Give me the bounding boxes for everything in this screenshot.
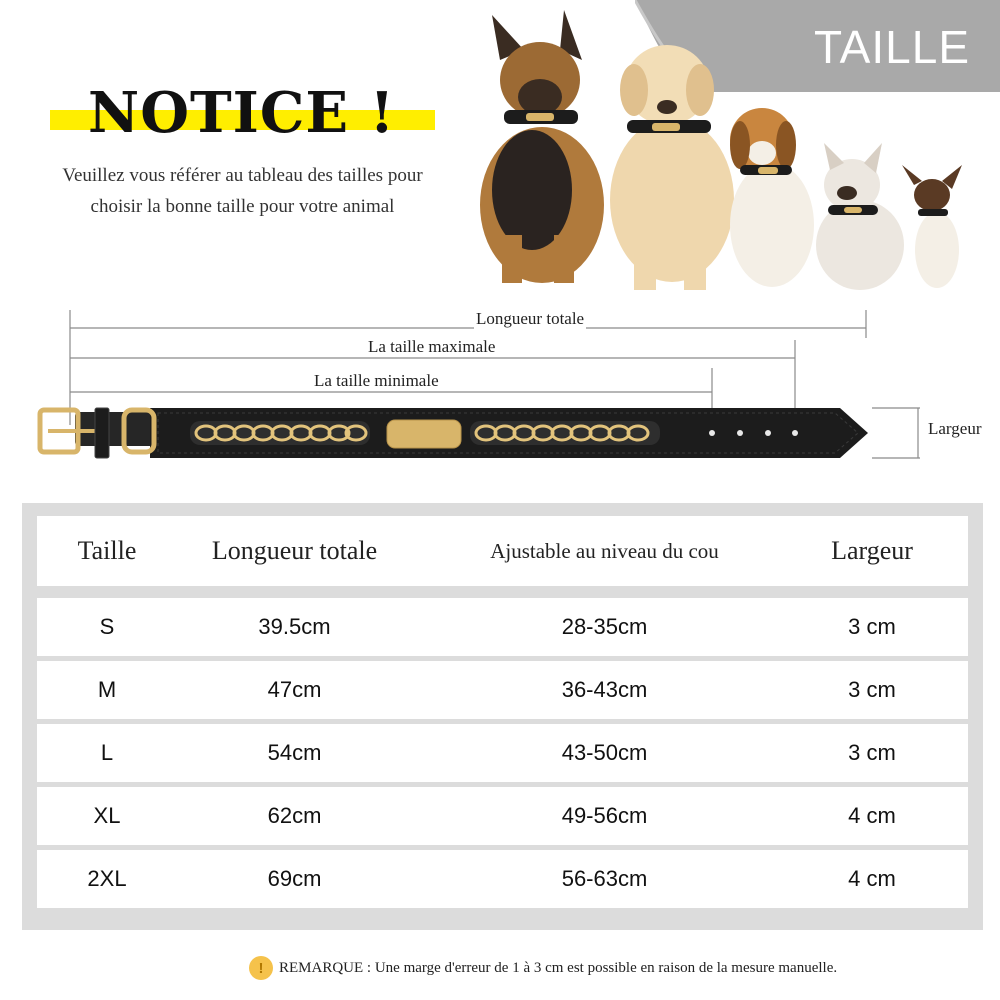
collar-diagram bbox=[0, 300, 1000, 470]
warning-icon: ! bbox=[249, 956, 273, 980]
remark bbox=[249, 955, 837, 981]
total-length-label: Longueur totale bbox=[476, 309, 585, 328]
cell-width: 4 cm bbox=[848, 866, 896, 891]
cell-size: M bbox=[97, 677, 117, 702]
cell-neck-range: 28-35cm bbox=[561, 614, 648, 639]
cell-total-length: 54cm bbox=[267, 740, 322, 765]
header-size: Taille bbox=[77, 536, 137, 565]
notice-text-line-2: choisir la bonne taille pour votre animal bbox=[90, 196, 395, 217]
remark-text: REMARQUE : Une marge d'erreur de 1 à 3 cm est possible en raison de la mesure manuelle. bbox=[279, 959, 838, 976]
cell-width: 3 cm bbox=[848, 740, 896, 765]
french-bulldog-image bbox=[816, 143, 904, 290]
table-header-row bbox=[37, 516, 968, 586]
table-row bbox=[37, 598, 968, 656]
table-row bbox=[37, 850, 968, 908]
width-label: Largeur bbox=[928, 419, 982, 438]
cell-total-length: 47cm bbox=[267, 677, 322, 702]
table-row bbox=[37, 787, 968, 845]
header-neck-adjustable: Ajustable au niveau du cou bbox=[490, 538, 719, 563]
collar-image bbox=[40, 408, 868, 458]
german-shepherd-image bbox=[480, 10, 604, 283]
cell-width: 3 cm bbox=[848, 614, 896, 639]
cell-size: L bbox=[100, 740, 114, 765]
cell-total-length: 69cm bbox=[267, 866, 322, 891]
header-width: Largeur bbox=[831, 536, 913, 565]
cell-width: 3 cm bbox=[848, 677, 896, 702]
table-row bbox=[37, 724, 968, 782]
dogs-illustration bbox=[462, 5, 982, 305]
cell-neck-range: 56-63cm bbox=[561, 866, 648, 891]
notice-title: NOTICE ! bbox=[88, 80, 396, 146]
header-total-length: Longueur totale bbox=[211, 536, 378, 565]
cell-neck-range: 43-50cm bbox=[561, 740, 648, 765]
max-size-label: La taille maximale bbox=[368, 337, 496, 356]
taille-title: TAILLE bbox=[814, 21, 970, 73]
notice-text bbox=[20, 160, 465, 222]
chihuahua-image bbox=[902, 165, 962, 288]
min-size-label: La taille minimale bbox=[314, 371, 439, 390]
cell-size: S bbox=[99, 614, 115, 639]
notice-text-line-1: Veuillez vous référer au tableau des tailles pour bbox=[62, 165, 423, 186]
cell-size: 2XL bbox=[87, 866, 127, 891]
cell-total-length: 39.5cm bbox=[258, 614, 331, 639]
beagle-image bbox=[730, 108, 814, 287]
labrador-image bbox=[610, 45, 734, 290]
cell-neck-range: 36-43cm bbox=[561, 677, 648, 702]
table-row bbox=[37, 661, 968, 719]
cell-total-length: 62cm bbox=[267, 803, 322, 828]
cell-size: XL bbox=[93, 803, 121, 828]
size-table bbox=[22, 503, 983, 930]
cell-neck-range: 49-56cm bbox=[561, 803, 648, 828]
cell-width: 4 cm bbox=[848, 803, 896, 828]
